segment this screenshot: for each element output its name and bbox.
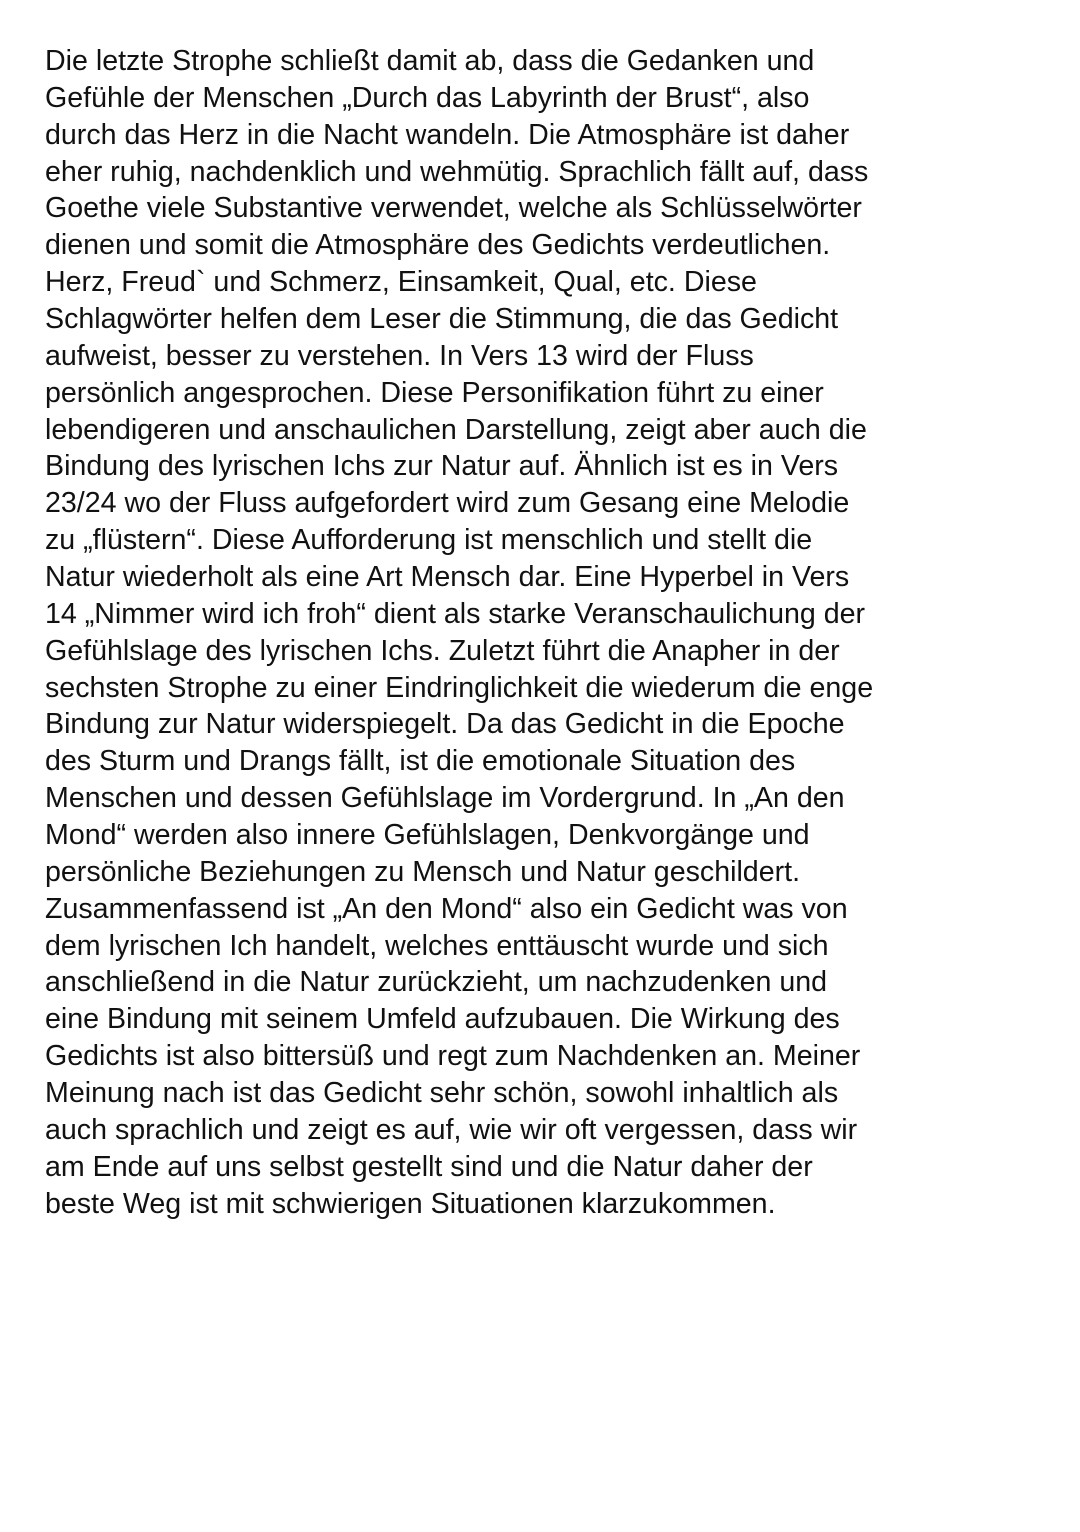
text-line: dem lyrischen Ich handelt, welches enttäuscht wurde und sich [45, 929, 829, 962]
text-line: Gedichts ist also bittersüß und regt zum Nachdenken an. Meiner [45, 1040, 861, 1073]
text-line: Gefühle der Menschen „Durch das Labyrinth der Brust“, also [45, 81, 810, 114]
text-line: Mond“ werden also innere Gefühlslagen, Denkvorgänge und [45, 819, 810, 852]
text-line: Bindung zur Natur widerspiegelt. Da das Gedicht in die Epoche [45, 708, 845, 741]
text-line: Meinung nach ist das Gedicht sehr schön, sowohl inhaltlich als [45, 1077, 839, 1110]
text-line: persönliche Beziehungen zu Mensch und Natur geschildert. [45, 855, 801, 888]
text-line: am Ende auf uns selbst gestellt sind und die Natur daher der [45, 1150, 813, 1183]
text-line: durch das Herz in die Nacht wandeln. Die Atmosphäre ist daher [45, 118, 850, 151]
text-line: zu „flüstern“. Diese Aufforderung ist menschlich und stellt die [45, 524, 813, 557]
text-line: Schlagwörter helfen dem Leser die Stimmung, die das Gedicht [45, 303, 839, 336]
text-line: aufweist, besser zu verstehen. In Vers 13 wird der Fluss [45, 339, 754, 372]
text-line: dienen und somit die Atmosphäre des Gedichts verdeutlichen. [45, 229, 831, 262]
text-line: Zusammenfassend ist „An den Mond“ also ein Gedicht was von [45, 892, 848, 925]
text-line: Natur wiederholt als eine Art Mensch dar. Eine Hyperbel in Vers [45, 561, 850, 594]
text-line: eher ruhig, nachdenklich und wehmütig. Sprachlich fällt auf, dass [45, 155, 869, 188]
text-line: 23/24 wo der Fluss aufgefordert wird zum Gesang eine Melodie [45, 487, 850, 520]
text-line: persönlich angesprochen. Diese Personifikation führt zu einer [45, 376, 824, 409]
text-line: Menschen und dessen Gefühlslage im Vordergrund. In „An den [45, 782, 845, 815]
text-line: 14 „Nimmer wird ich froh“ dient als starke Veranschaulichung der [45, 597, 866, 630]
text-line: des Sturm und Drangs fällt, ist die emotionale Situation des [45, 745, 796, 778]
text-line: sechsten Strophe zu einer Eindringlichkeit die wiederum die enge [45, 671, 874, 704]
text-line: lebendigeren und anschaulichen Darstellung, zeigt aber auch die [45, 413, 867, 446]
text-line: Goethe viele Substantive verwendet, welche als Schlüsselwörter [45, 192, 862, 225]
text-line: Herz, Freud` und Schmerz, Einsamkeit, Qual, etc. Diese [45, 266, 757, 299]
text-line: eine Bindung mit seinem Umfeld aufzubauen. Die Wirkung des [45, 1003, 840, 1036]
text-line: Gefühlslage des lyrischen Ichs. Zuletzt führt die Anapher in der [45, 634, 840, 667]
body-paragraph [45, 43, 1055, 1223]
text-line: anschließend in die Natur zurückzieht, um nachzudenken und [45, 966, 828, 999]
text-line: beste Weg ist mit schwierigen Situationen klarzukommen. [45, 1187, 776, 1220]
text-line: auch sprachlich und zeigt es auf, wie wir oft vergessen, dass wir [45, 1113, 858, 1146]
text-line: Die letzte Strophe schließt damit ab, dass die Gedanken und [45, 45, 815, 77]
text-line: Bindung des lyrischen Ichs zur Natur auf. Ähnlich ist es in Vers [45, 450, 839, 483]
